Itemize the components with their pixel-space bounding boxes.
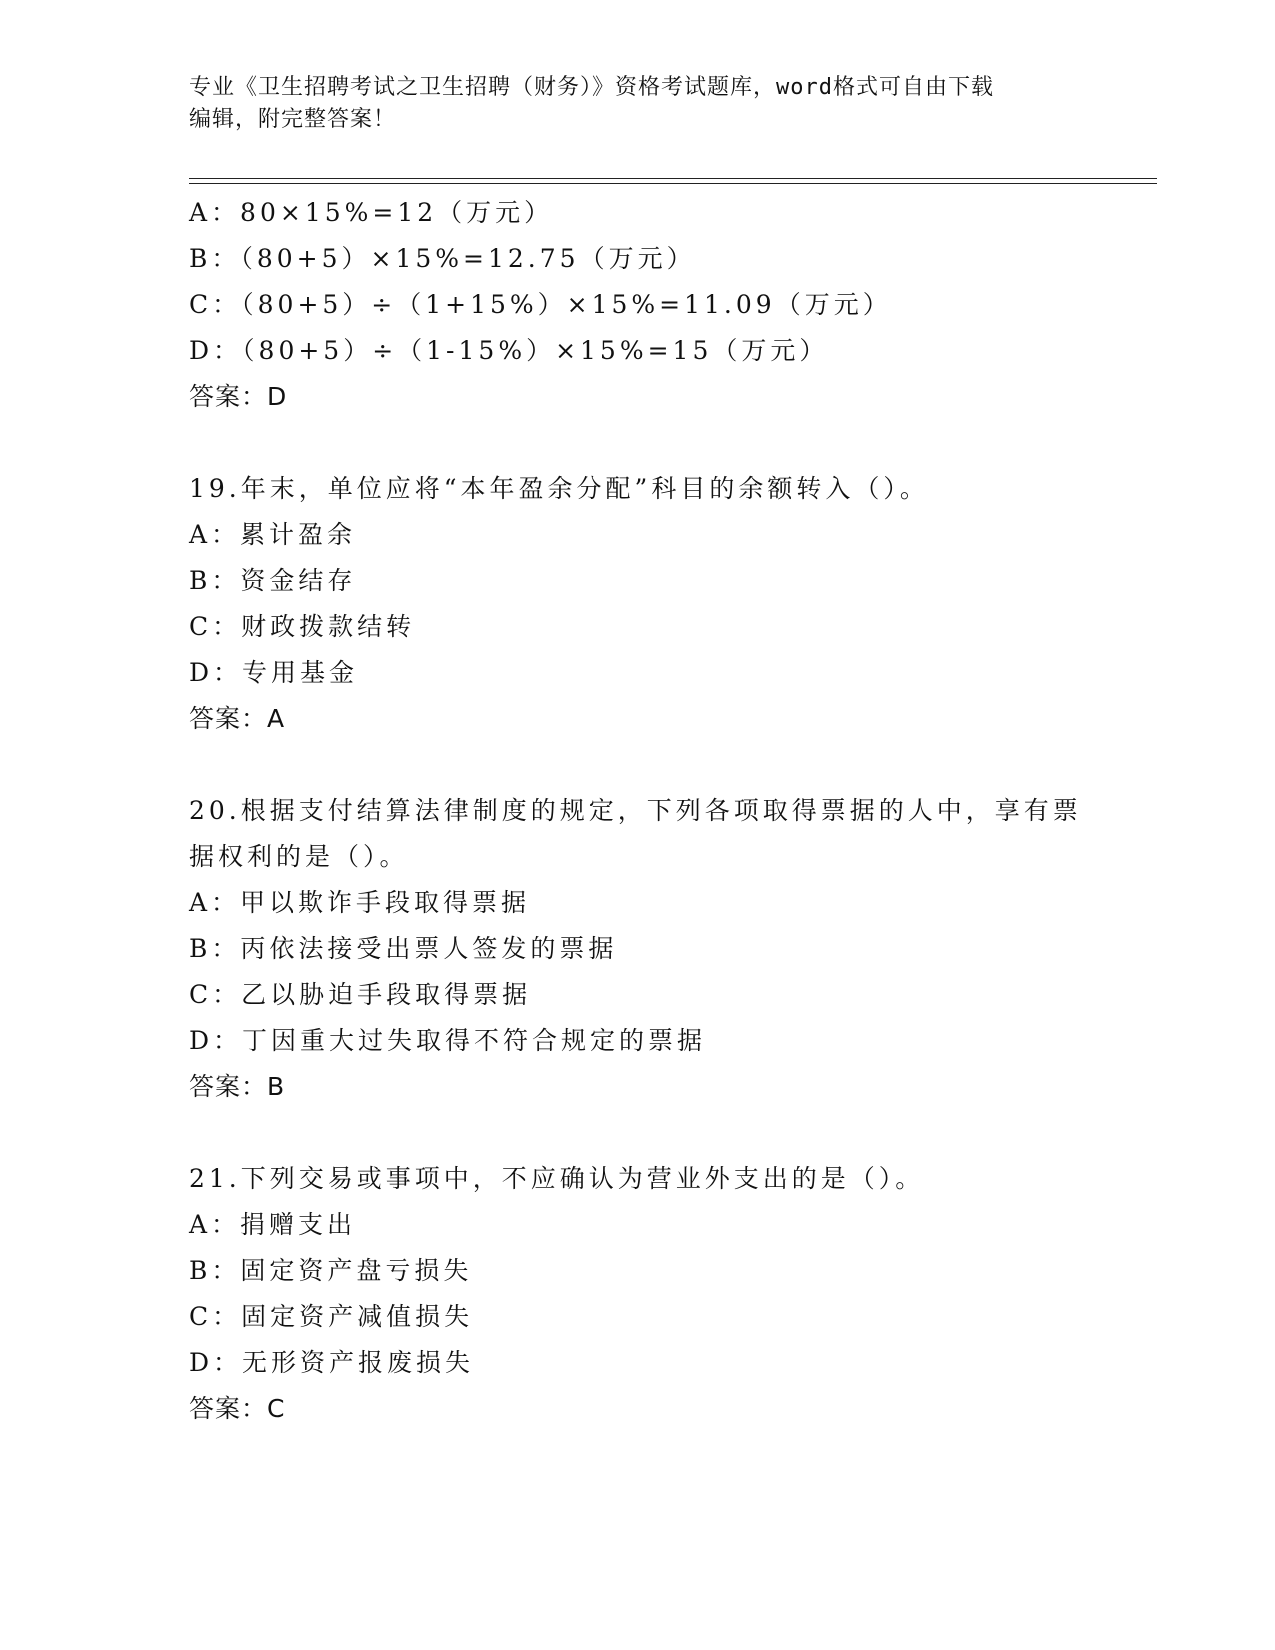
option-c: C：固定资产减值损失 (189, 1302, 474, 1331)
option-d: D：（80+5）÷（1-15%）×15%=15（万元） (189, 336, 829, 365)
header-divider-top (189, 178, 1157, 179)
option-c: C：财政拨款结转 (189, 612, 416, 641)
question-list (189, 190, 1109, 1432)
answer: 答案：C (189, 1394, 286, 1423)
option-b: B：固定资产盘亏损失 (189, 1256, 473, 1285)
option-d: D：无形资产报废损失 (189, 1348, 475, 1377)
option-c: C：（80+5）÷（1+15%）×15%=11.09（万元） (189, 290, 892, 319)
option-b: B：丙依法接受出票人签发的票据 (189, 934, 618, 963)
question-18 (189, 190, 1109, 420)
question-21 (189, 1156, 1109, 1432)
option-c: C：乙以胁迫手段取得票据 (189, 980, 532, 1009)
option-a: A：累计盈余 (189, 520, 357, 549)
question-20 (189, 788, 1109, 1110)
option-b: B：资金结存 (189, 566, 357, 595)
option-b: B：（80+5）×15%=12.75（万元） (189, 244, 696, 273)
option-d: D：专用基金 (189, 658, 359, 687)
question-title: 21.下列交易或事项中，不应确认为营业外支出的是（）。 (189, 1164, 925, 1193)
answer: 答案：A (189, 704, 286, 733)
document-header (189, 72, 1089, 136)
header-line-2: 编辑，附完整答案！ (189, 107, 397, 132)
answer: 答案：D (189, 382, 288, 411)
option-d: D：丁因重大过失取得不符合规定的票据 (189, 1026, 707, 1055)
option-a: A：捐赠支出 (189, 1210, 357, 1239)
header-line-1: 专业《卫生招聘考试之卫生招聘（财务）》资格考试题库，word格式可自由下载 (189, 75, 994, 100)
question-19 (189, 466, 1109, 742)
answer: 答案：B (189, 1072, 286, 1101)
option-a: A：甲以欺诈手段取得票据 (189, 888, 531, 917)
question-title-line-1: 20.根据支付结算法律制度的规定，下列各项取得票据的人中，享有票 (189, 796, 1082, 825)
header-divider-bottom (189, 183, 1157, 184)
question-title: 19.年末，单位应将“本年盈余分配”科目的余额转入（）。 (189, 474, 929, 503)
question-title-line-2: 据权利的是（）。 (189, 842, 409, 871)
option-a: A：80×15%=12（万元） (189, 198, 554, 227)
